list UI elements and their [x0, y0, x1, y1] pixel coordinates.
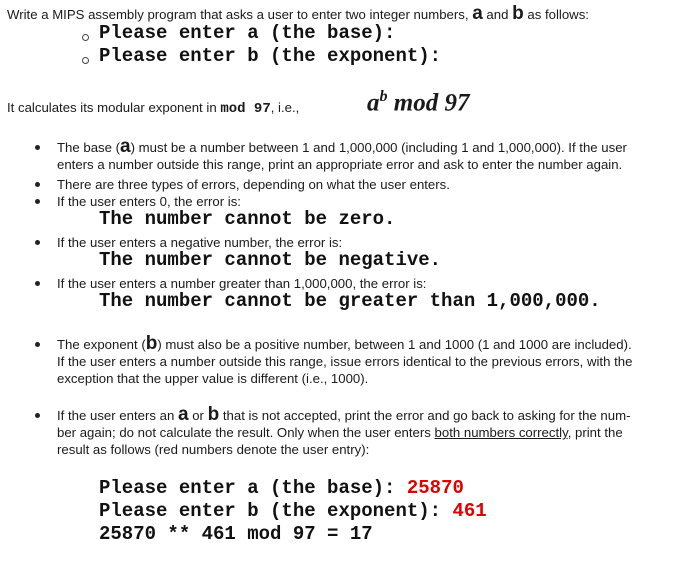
calc-line	[7, 99, 299, 118]
bullet-icon	[35, 281, 40, 286]
example-prompt-exponent	[99, 500, 487, 522]
var-b: b	[512, 3, 524, 24]
bullet-text: , print the	[567, 425, 623, 440]
circle-bullet-icon	[82, 57, 89, 64]
bullet-retry	[57, 406, 630, 458]
example-result: 25870 ** 461 mod 97 = 17	[99, 523, 373, 545]
error-zero: The number cannot be zero.	[99, 208, 396, 230]
example-prompt-text: Please enter a (the base):	[99, 477, 407, 499]
bullet-icon	[35, 199, 40, 204]
math-exponent: b	[379, 88, 388, 105]
var-b: b	[145, 333, 158, 354]
bullet-text: exception that the upper value is different (i.e., 1000).	[57, 371, 369, 386]
bullet-zero: If the user enters 0, the error is:	[57, 194, 241, 209]
user-entry-exponent: 461	[452, 500, 487, 522]
prompt-base: Please enter a (the base):	[99, 22, 396, 44]
bullet-text: ) must be a number between 1 and 1,000,000 (including 1 and 1,000,000). If the user	[130, 140, 627, 155]
underlined-text: both numbers correctly	[434, 425, 568, 440]
bullet-error-types: There are three types of errors, depending on what the user enters.	[57, 177, 450, 192]
bullet-text: ber again; do not calculate the result. Only when the user enters	[57, 425, 435, 440]
circle-bullet-icon	[82, 34, 89, 41]
var-a: a	[472, 3, 483, 24]
bullet-exponent-range	[57, 335, 632, 387]
var-b: b	[207, 404, 220, 425]
math-expression	[367, 88, 469, 117]
bullet-text: The base (	[57, 140, 121, 155]
bullet-icon	[35, 342, 40, 347]
bullet-text: If the user enters an	[57, 408, 178, 423]
bullet-icon	[35, 182, 40, 187]
intro-and: and	[482, 7, 513, 22]
calc-suffix: , i.e.,	[270, 100, 300, 115]
bullet-text: The exponent (	[57, 337, 146, 352]
bullet-icon	[35, 240, 40, 245]
bullet-base-range	[57, 138, 627, 173]
example-prompt-base	[99, 477, 464, 499]
error-negative: The number cannot be negative.	[99, 249, 442, 271]
bullet-text: or	[188, 408, 208, 423]
math-base: a	[367, 89, 380, 117]
intro-after: as follows:	[523, 7, 589, 22]
calc-text: It calculates its modular exponent in	[7, 100, 221, 115]
mod-code: mod 97	[220, 101, 271, 117]
var-a: a	[177, 404, 189, 425]
bullet-text: result as follows (red numbers denote the user entry):	[57, 442, 370, 457]
bullet-greater: If the user enters a number greater than 1,000,000, the error is:	[57, 276, 427, 291]
bullet-text: If the user enters a number outside this range, issue errors identical to the previous errors, with the	[57, 354, 633, 369]
bullet-negative: If the user enters a negative number, the error is:	[57, 235, 343, 250]
intro-line	[7, 5, 589, 23]
var-a: a	[120, 136, 131, 157]
bullet-icon	[35, 413, 40, 418]
user-entry-base: 25870	[406, 477, 464, 499]
prompt-exponent: Please enter b (the exponent):	[99, 45, 442, 67]
math-rest: mod 97	[387, 89, 470, 117]
intro-text: Write a MIPS assembly program that asks a user to enter two integer numbers,	[7, 7, 473, 22]
bullet-text: ) must also be a positive number, between 1 and 1000 (1 and 1000 are included).	[157, 337, 632, 352]
bullet-text: enters a number outside this range, print an appropriate error and ask to enter the number again.	[57, 157, 623, 172]
example-prompt-text: Please enter b (the exponent):	[99, 500, 453, 522]
bullet-icon	[35, 145, 40, 150]
error-greater: The number cannot be greater than 1,000,000.	[99, 290, 601, 312]
bullet-text: that is not accepted, print the error and go back to asking for the num-	[219, 408, 631, 423]
